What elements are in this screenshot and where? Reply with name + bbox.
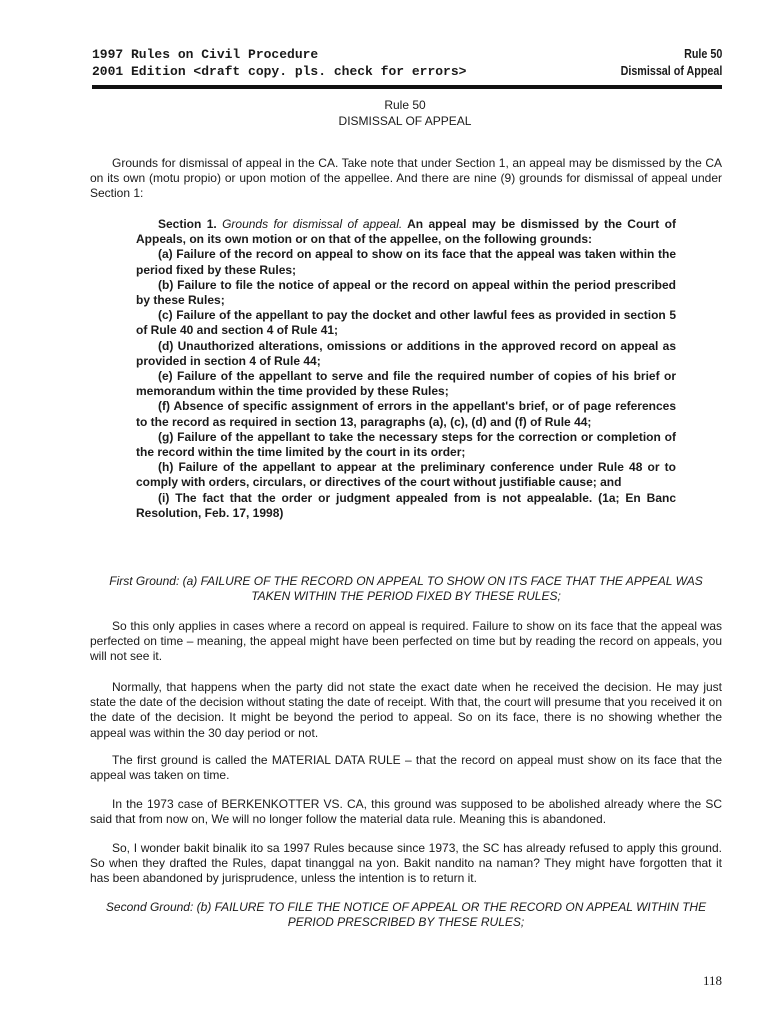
section-caption: Grounds for dismissal of appeal. (222, 217, 403, 231)
page-number: 118 (702, 973, 722, 988)
header-book-title: 1997 Rules on Civil Procedure (92, 47, 319, 62)
header-rule-title: Dismissal of Appeal (620, 64, 722, 78)
discussion-paragraph-1: So this only applies in cases where a record on appeal is required. Failure to show on its face that the appeal was perfected on time – meaning, the appeal might have been perfected on time but by reading the record on appeals, you will not see it. (90, 619, 722, 664)
ground-item-h: (h) Failure of the appellant to appear at the preliminary conference under Rule 48 or to comply with orders, circulars, or directives of the court without justifiable cause; and (136, 460, 676, 490)
discussion-paragraph-3: The first ground is called the MATERIAL DATA RULE – that the record on appeal must show on its face that the appeal was taken on time. (90, 753, 722, 783)
section-label: Section 1. (158, 217, 217, 231)
section-1-lead (136, 217, 676, 247)
ground-item-d: (d) Unauthorized alterations, omissions or additions in the approved record on appeal as provided in section 4 of Rule 44; (136, 338, 676, 368)
ground-item-f: (f) Absence of specific assignment of errors in the appellant's brief, or of page references to the record as required in section 13, paragraphs (a), (c), (d) and (f) of Rule 44; (136, 399, 676, 429)
running-header-right (620, 46, 722, 80)
ground-item-b: (b) Failure to file the notice of appeal or the record on appeal within the period prescribed by these Rules; (136, 277, 676, 308)
ground-item-e: (e) Failure of the appellant to serve and file the required number of copies of his brief or memorandum within the time provided by these Rules; (136, 369, 676, 399)
ground-item-i: (i) The fact that the order or judgment appealed from is not appealable. (1a; En Banc Resolution, Feb. 17, 1998) (136, 490, 676, 520)
rule-heading: DISMISSAL OF APPEAL (338, 114, 472, 128)
intro-paragraph: Grounds for dismissal of appeal in the CA. Take note that under Section 1, an appeal may be dismissed by the CA on its own (motu propio) or upon motion of the appellee. And there are nine (9) grounds for dismissal of appeal under Section 1: (90, 156, 722, 201)
ground-item-a: (a) Failure of the record on appeal to show on its face that the appeal was taken within the period fixed by these Rules; (136, 247, 676, 277)
ground-item-c: (c) Failure of the appellant to pay the docket and other lawful fees as provided in section 5 of Rule 40 and section 4 of Rule 41; (136, 308, 676, 338)
second-ground-heading: Second Ground: (b) FAILURE TO FILE THE NOTICE OF APPEAL OR THE RECORD ON APPEAL WITHIN THE PERIOD PRESCRIBED BY THESE RULES; (105, 900, 707, 930)
section-1-block (136, 217, 676, 521)
discussion-paragraph-2: Normally, that happens when the party did not state the exact date when he received the decision. He may just state the date of the decision without stating the date of receipt. With that, the court will presume that you received it on the date of the decision. It might be beyond the period to appeal. So on its face, there is no showing whether the appeal was within the 30 day period or not. (90, 680, 722, 740)
header-rule-number: Rule 50 (683, 47, 722, 61)
header-divider (92, 85, 722, 89)
section-lead-text: An appeal may be dismissed by the Court of Appeals, on its own motion or on that of the appellee, on the following grounds: (136, 217, 676, 247)
header-edition: 2001 Edition <draft copy. pls. check for errors> (92, 64, 467, 79)
discussion-paragraph-4: In the 1973 case of BERKENKOTTER VS. CA, this ground was supposed to be abolished already where the SC said that from now on, We will no longer follow the material data rule. Meaning this is abandoned. (90, 797, 722, 827)
discussion-paragraph-5: So, I wonder bakit binalik ito sa 1997 Rules because since 1973, the SC has already refused to apply this ground. So when they drafted the Rules, dapat tinanggal na yon. Bakit nandito na naman? They might have forgotten that it has been abandoned by jurisprudence, unless the intention is to return it. (90, 841, 722, 886)
running-header-left (92, 46, 466, 80)
first-ground-heading: First Ground: (a) FAILURE OF THE RECORD ON APPEAL TO SHOW ON ITS FACE THAT THE APPEAL WAS TAKEN WITHIN THE PERIOD FIXED BY THESE RULES; (109, 574, 703, 604)
ground-item-g: (g) Failure of the appellant to take the necessary steps for the correction or completion of the record within the time limited by the court in its order; (136, 429, 676, 460)
rule-number-title: Rule 50 (384, 98, 426, 112)
